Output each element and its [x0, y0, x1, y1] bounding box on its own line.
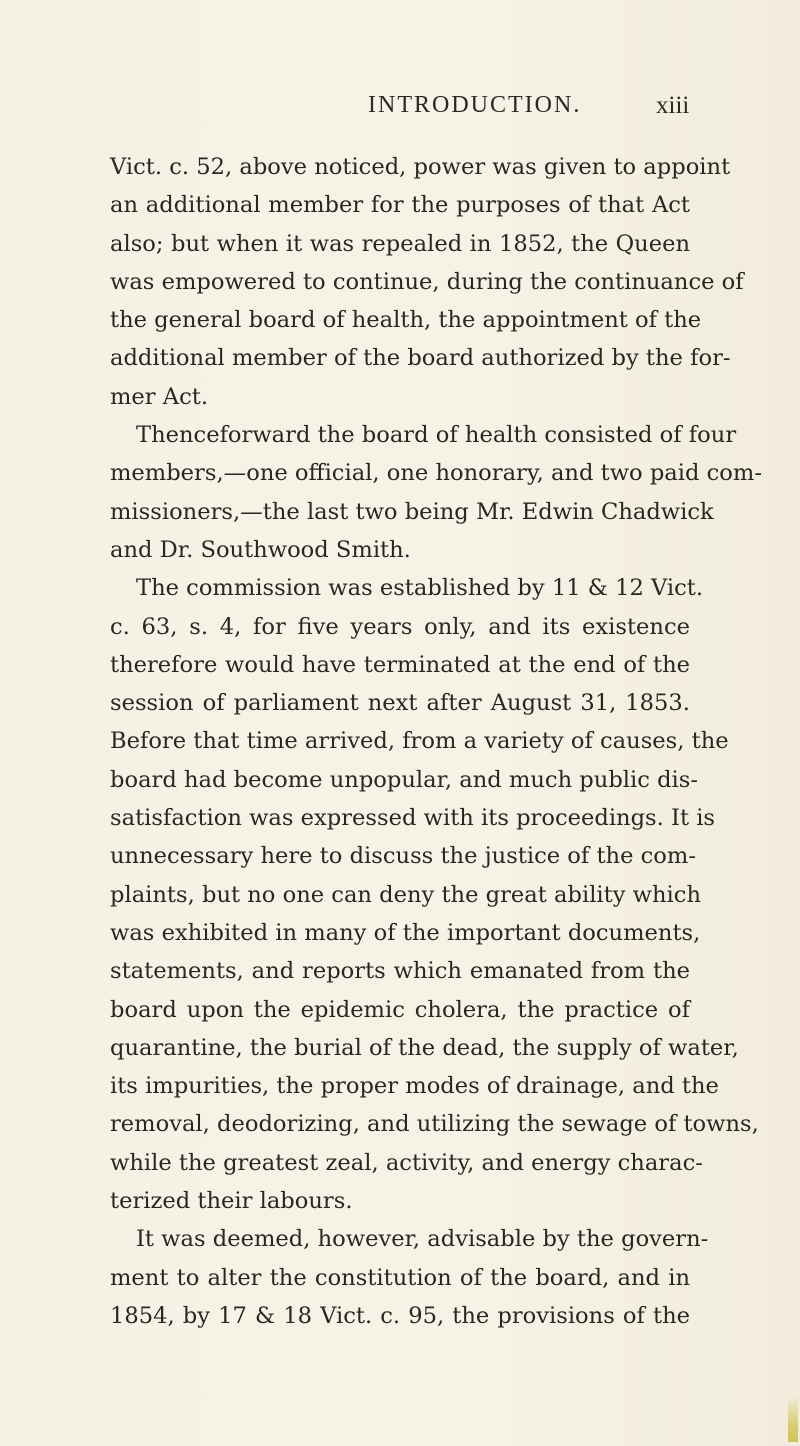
text-line: 1854, by 17 & 18 Vict. c. 95, the provisions of the	[110, 1302, 690, 1329]
page-edge-mark	[788, 1396, 798, 1442]
page-header	[0, 92, 800, 132]
text-line: plaints, but no one can deny the great ability which	[110, 881, 701, 908]
page-number: xiii	[656, 92, 690, 119]
text-line: an additional member for the purposes of that Act	[110, 192, 690, 219]
text-line: members,—one official, one honorary, and two paid com-	[110, 460, 762, 487]
text-line: session of parliament next after August 31, 1853.	[110, 690, 690, 717]
text-line: Before that time arrived, from a variety of causes, the	[110, 728, 729, 755]
body-text	[110, 148, 762, 1335]
text-line: while the greatest zeal, activity, and energy charac-	[110, 1149, 703, 1176]
text-line: was empowered to continue, during the continuance of	[110, 268, 744, 295]
text-line: unnecessary here to discuss the justice of the com-	[110, 843, 696, 870]
text-line: additional member of the board authorized by the for-	[110, 345, 731, 372]
text-line: Vict. c. 52, above noticed, power was given to appoint	[110, 154, 731, 180]
text-line: c. 63, s. 4, for five years only, and its existence	[110, 613, 690, 640]
text-line: The commission was established by 11 & 12 Vict.	[136, 575, 704, 602]
running-head: INTRODUCTION.	[368, 92, 582, 118]
text-line: statements, and reports which emanated from the	[110, 958, 690, 985]
text-line: mer Act.	[110, 383, 209, 410]
text-line: board upon the epidemic cholera, the practice of	[110, 996, 690, 1023]
text-line: therefore would have terminated at the end of the	[110, 651, 690, 678]
text-line: was exhibited in many of the important documents,	[110, 919, 701, 946]
text-line: terized their labours.	[110, 1188, 353, 1215]
text-line: ment to alter the constitution of the board, and in	[110, 1264, 690, 1291]
text-line: also; but when it was repealed in 1852, the Queen	[110, 230, 690, 257]
text-line: its impurities, the proper modes of drainage, and the	[110, 1073, 719, 1100]
text-line: quarantine, the burial of the dead, the supply of water,	[110, 1034, 739, 1061]
text-line: the general board of health, the appointment of the	[110, 307, 702, 334]
text-line: missioners,—the last two being Mr. Edwin Chadwick	[110, 498, 714, 525]
text-line: It was deemed, however, advisable by the govern-	[136, 1226, 709, 1253]
text-line: satisfaction was expressed with its proceedings. It is	[110, 805, 716, 832]
text-line: removal, deodorizing, and utilizing the sewage of towns,	[110, 1111, 759, 1138]
text-line: and Dr. Southwood Smith.	[110, 536, 411, 563]
text-line: Thenceforward the board of health consisted of four	[136, 422, 737, 449]
text-line: board had become unpopular, and much public dis-	[110, 766, 698, 793]
